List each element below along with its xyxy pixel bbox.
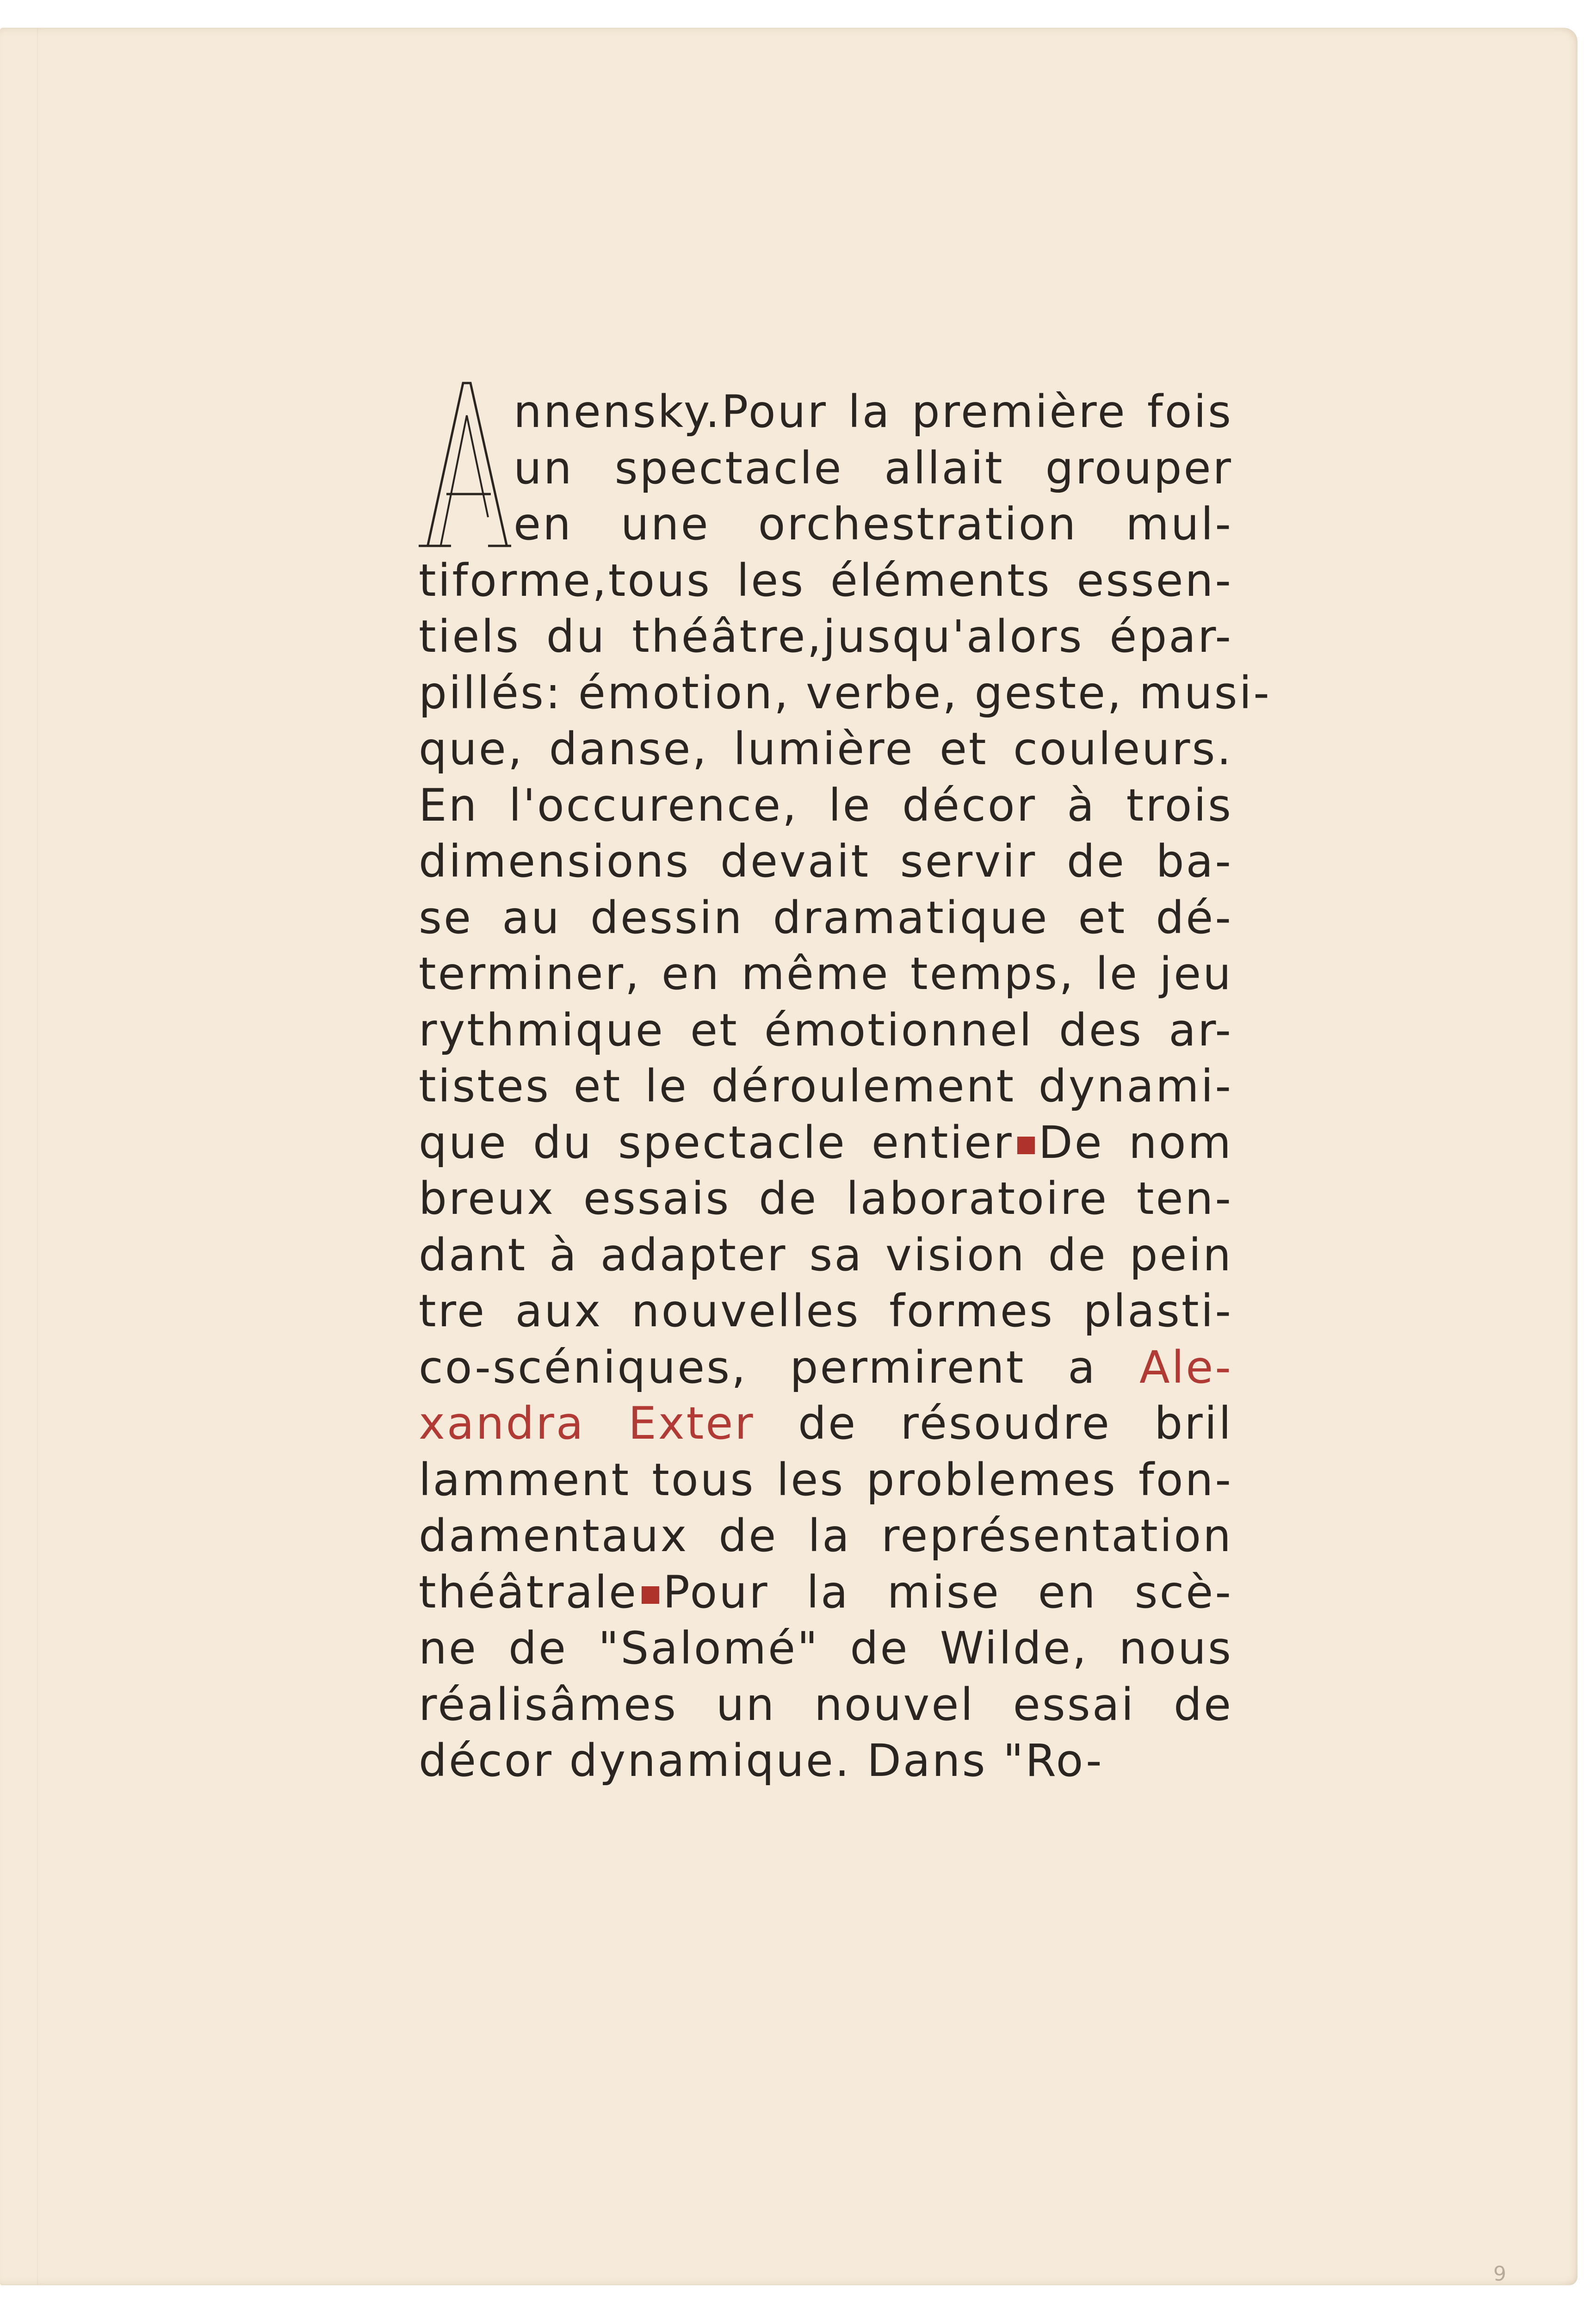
line-text: co-scéniques, permirent a [419, 1341, 1139, 1393]
text-line [419, 384, 1233, 440]
text-line [419, 834, 1233, 890]
text-line [419, 1733, 1233, 1789]
drop-cap-a-icon [419, 378, 511, 554]
text-line [419, 721, 1233, 778]
highlighted-name: xandra Exter [419, 1398, 755, 1449]
text-line [419, 1002, 1233, 1059]
text-line [419, 1620, 1233, 1677]
line-text: terminer, en même temps, le jeu [419, 948, 1233, 1000]
red-square-separator-icon [642, 1586, 659, 1604]
text-line [419, 1452, 1233, 1509]
text-line [419, 1115, 1233, 1171]
text-line [419, 1396, 1233, 1452]
calligraphic-text-block [419, 384, 1271, 1789]
page-number: 9 [1493, 2262, 1506, 2286]
line-text: tiforme,tous les éléments essen- [419, 554, 1233, 606]
text-line [419, 1565, 1233, 1621]
line-text: lamment tous les problemes fon- [419, 1453, 1233, 1506]
line-text: ne de "Salomé" de Wilde, nous [419, 1622, 1233, 1674]
text-line [419, 946, 1233, 1002]
text-line [419, 1171, 1233, 1227]
line-text: décor dynamique. Dans "Ro- [419, 1735, 1104, 1787]
line-text: De nom [1038, 1116, 1233, 1169]
line-text: En l'occurence, le décor à trois [419, 779, 1233, 831]
highlighted-name: Ale- [1139, 1341, 1233, 1393]
text-line [419, 890, 1233, 946]
text-line [419, 1283, 1233, 1340]
line-text: tre aux nouvelles formes plasti- [419, 1285, 1233, 1337]
line-text: de résoudre bril [755, 1398, 1233, 1449]
text-line [419, 440, 1233, 497]
line-text: se au dessin dramatique et dé- [419, 891, 1233, 944]
line-text: en une orchestration mul- [513, 498, 1233, 550]
text-line [419, 609, 1233, 665]
text-line [419, 553, 1233, 609]
line-text: Pour la mise en scè- [663, 1566, 1233, 1618]
line-text: un spectacle allait grouper [513, 442, 1233, 494]
line-text: que du spectacle entier [419, 1116, 1014, 1169]
line-text: damentaux de la représentation [419, 1510, 1233, 1562]
text-line [419, 665, 1271, 722]
red-square-separator-icon [1017, 1137, 1035, 1154]
line-text: tistes et le déroulement dynami- [419, 1060, 1233, 1112]
line-text: dant à adapter sa vision de pein [419, 1229, 1233, 1281]
text-line [419, 1058, 1233, 1115]
text-line [419, 1227, 1233, 1284]
line-text: rythmique et émotionnel des ar- [419, 1004, 1233, 1056]
drop-cap-letter [419, 378, 511, 554]
line-text: dimensions devait servir de ba- [419, 835, 1233, 887]
line-text: tiels du théâtre,jusqu'alors épar- [419, 611, 1233, 662]
text-line [419, 1340, 1233, 1396]
line-text: théâtrale [419, 1566, 638, 1618]
line-text: réalisâmes un nouvel essai de [419, 1678, 1233, 1731]
text-line [419, 778, 1233, 834]
text-line [419, 1508, 1233, 1565]
line-text: breux essais de laboratoire ten- [419, 1173, 1233, 1225]
line-text: que, danse, lumière et couleurs. [419, 723, 1233, 775]
text-line [419, 1677, 1233, 1733]
text-line [419, 496, 1233, 553]
line-text: nnensky.Pour la première fois [513, 386, 1233, 438]
text-lines [419, 384, 1271, 1789]
line-text: pillés: émotion, verbe, geste, musi- [419, 667, 1271, 719]
